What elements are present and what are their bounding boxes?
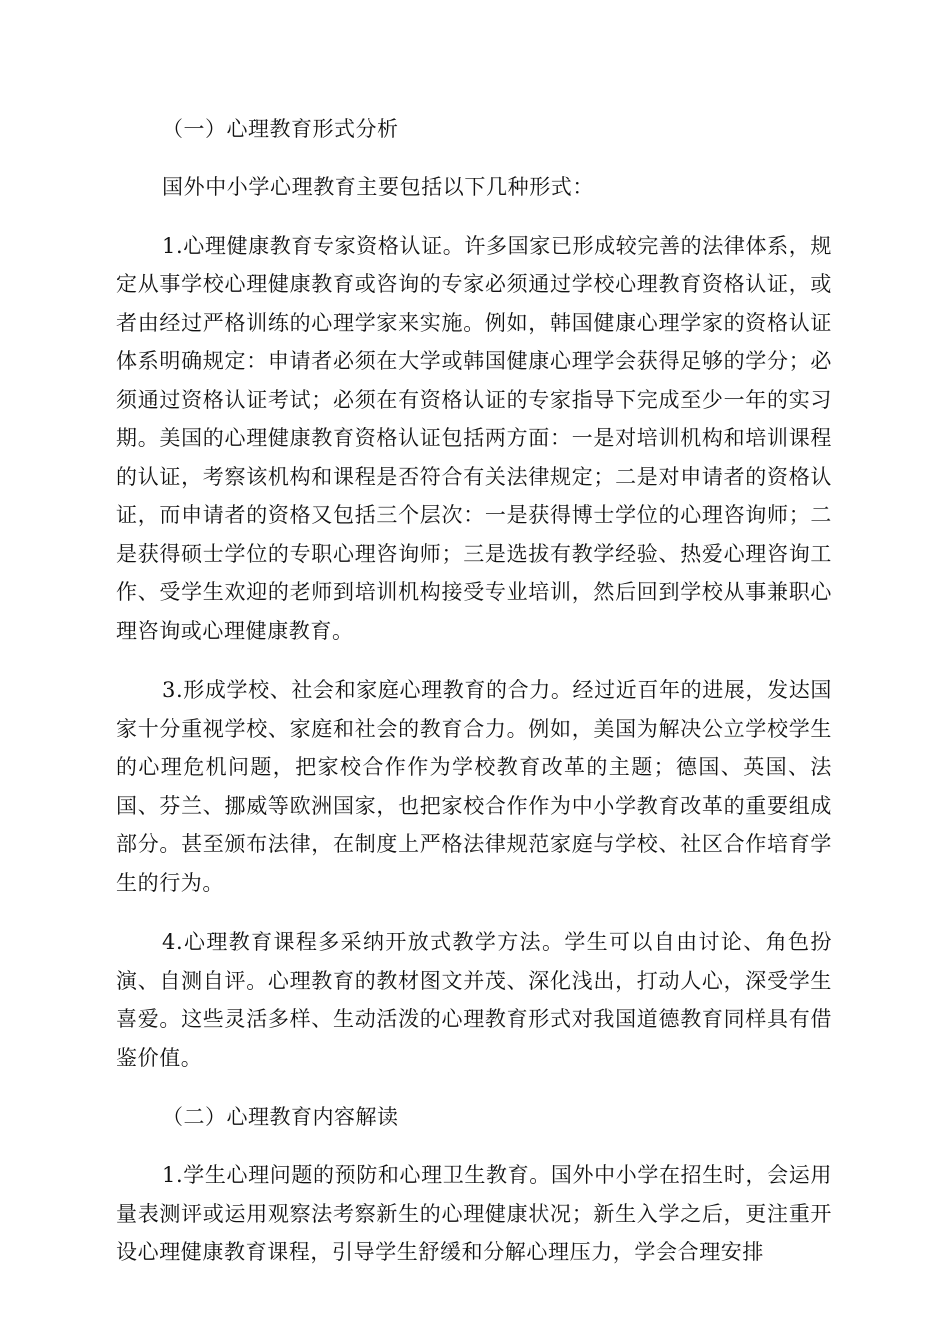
paragraph-prevention: 1.学生心理问题的预防和心理卫生教育。国外中小学在招生时，会运用量表测评或运用观察法考察新生的心理健康状况；新生入学之后，更注重开设心理健康教育课程，引导学生舒缓和分解心理压力，学会合理安排 (116, 1163, 832, 1264)
section-heading-2: （二）心理教育内容解读 (162, 1105, 399, 1129)
document-page (116, 110, 832, 1272)
paragraph-certification: 1.心理健康教育专家资格认证。许多国家已形成较完善的法律体系，规定从事学校心理健康教育或咨询的专家必须通过学校心理教育资格认证，或者由经过严格训练的心理学家来实施。例如，韩国健康心理学家的资格认证体系明确规定：申请者必须在大学或韩国健康心理学会获得足够的学分；必须通过资格认证考试；必须在有资格认证的专家指导下完成至少一年的实习期。美国的心理健康教育资格认证包括两方面：一是对培训机构和培训课程的认证，考察该机构和课程是否符合有关法律规定；二是对申请者的资格认证，而申请者的资格又包括三个层次：一是获得博士学位的心理咨询师；二是获得硕士学位的专职心理咨询师；三是选拔有教学经验、热爱心理咨询工作、受学生欢迎的老师到培训机构接受专业培训，然后回到学校从事兼职心理咨询或心理健康教育。 (116, 233, 832, 643)
paragraph-joint-force: 3.形成学校、社会和家庭心理教育的合力。经过近百年的进展，发达国家十分重视学校、家庭和社会的教育合力。例如，美国为解决公立学校学生的心理危机问题，把家校合作作为学校教育改革的主题；德国、英国、法国、芬兰、挪威等欧洲国家，也把家校合作作为中小学教育改革的重要组成部分。甚至颁布法律，在制度上严格法律规范家庭与学校、社区合作培育学生的行为。 (116, 678, 832, 895)
section-heading-1: （一）心理教育形式分析 (162, 117, 399, 141)
intro-paragraph: 国外中小学心理教育主要包括以下几种形式： (162, 175, 594, 199)
paragraph-open-teaching: 4.心理教育课程多采纳开放式教学方法。学生可以自由讨论、角色扮演、自测自评。心理教育的教材图文并茂、深化浅出，打动人心，深受学生喜爱。这些灵活多样、生动活泼的心理教育形式对我国道德教育同样具有借鉴价值。 (116, 930, 832, 1070)
